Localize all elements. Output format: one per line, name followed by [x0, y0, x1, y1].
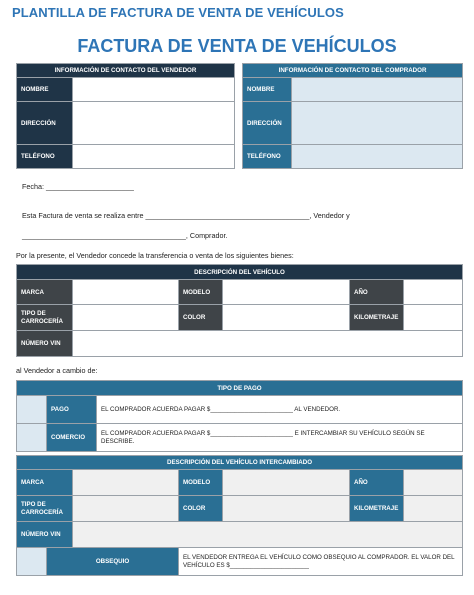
vehicle-year-field[interactable] — [404, 280, 463, 305]
sale-parties-line[interactable]: Esta Factura de venta se realiza entre _________________________________________, Vendedor y — [22, 211, 350, 220]
buyer-name-line[interactable]: _________________________________________, Comprador. — [22, 231, 228, 240]
vehicle-body-type-label: TIPO DE CARROCERÍA — [17, 305, 73, 331]
obsequio-checkbox[interactable] — [17, 548, 47, 576]
buyer-name-field[interactable] — [292, 78, 463, 102]
seller-name-field[interactable] — [73, 78, 235, 102]
trade-model-label: MODELO — [179, 470, 223, 496]
comercio-checkbox[interactable] — [17, 424, 47, 452]
seller-contact-header: INFORMACIÓN DE CONTACTO DEL VENDEDOR — [17, 64, 235, 78]
trade-vehicle-table — [16, 455, 463, 576]
payment-type-table — [16, 380, 463, 452]
date-line[interactable]: Fecha: ______________________ — [22, 182, 134, 191]
vehicle-vin-field[interactable] — [73, 331, 463, 357]
payment-type-header: TIPO DE PAGO — [17, 381, 463, 396]
seller-address-field[interactable] — [73, 102, 235, 145]
template-heading: PLANTILLA DE FACTURA DE VENTA DE VEHÍCULOS — [12, 5, 344, 20]
trade-vin-label: NÚMERO VIN — [17, 522, 73, 548]
vehicle-body-type-field[interactable] — [73, 305, 179, 331]
trade-make-field[interactable] — [73, 470, 179, 496]
vehicle-make-field[interactable] — [73, 280, 179, 305]
column-gap — [235, 102, 243, 145]
transfer-statement: Por la presente, el Vendedor concede la transferencia o venta de los siguientes bienes: — [16, 251, 294, 260]
trade-make-label: MARCA — [17, 470, 73, 496]
trade-mileage-label: KILOMETRAJE — [350, 496, 404, 522]
buyer-name-label: NOMBRE — [243, 78, 292, 102]
trade-year-label: AÑO — [350, 470, 404, 496]
trade-vin-field[interactable] — [73, 522, 463, 548]
seller-address-label: DIRECCIÓN — [17, 102, 73, 145]
column-gap — [235, 78, 243, 102]
comercio-terms: EL COMPRADOR ACUERDA PAGAR $________________________ E INTERCAMBIAR SU VEHÍCULO SEGÚN SE DESCRIBE. — [97, 424, 463, 452]
trade-vehicle-header: DESCRIPCIÓN DEL VEHÍCULO INTERCAMBIADO — [17, 456, 463, 470]
trade-model-field[interactable] — [223, 470, 350, 496]
pago-terms: EL COMPRADOR ACUERDA PAGAR $________________________ AL VENDEDOR. — [97, 396, 463, 424]
vehicle-description-table — [16, 264, 463, 357]
vehicle-vin-label: NÚMERO VIN — [17, 331, 73, 357]
buyer-address-field[interactable] — [292, 102, 463, 145]
pago-label: PAGO — [47, 396, 97, 424]
seller-name-label: NOMBRE — [17, 78, 73, 102]
buyer-address-label: DIRECCIÓN — [243, 102, 292, 145]
vehicle-color-label: COLOR — [179, 305, 223, 331]
buyer-phone-field[interactable] — [292, 145, 463, 169]
obsequio-terms: EL VENDEDOR ENTREGA EL VEHÍCULO COMO OBSEQUIO AL COMPRADOR. EL VALOR DEL VEHÍCULO ES $_______________________ — [179, 548, 463, 576]
trade-color-field[interactable] — [223, 496, 350, 522]
seller-phone-label: TELÉFONO — [17, 145, 73, 169]
contact-info-table — [16, 63, 463, 169]
column-gap — [235, 64, 243, 78]
buyer-phone-label: TELÉFONO — [243, 145, 292, 169]
trade-year-field[interactable] — [404, 470, 463, 496]
vehicle-year-label: AÑO — [350, 280, 404, 305]
pago-checkbox[interactable] — [17, 396, 47, 424]
vehicle-make-label: MARCA — [17, 280, 73, 305]
exchange-statement: al Vendedor a cambio de: — [16, 366, 98, 375]
column-gap — [235, 145, 243, 169]
vehicle-color-field[interactable] — [223, 305, 350, 331]
vehicle-model-label: MODELO — [179, 280, 223, 305]
vehicle-mileage-field[interactable] — [404, 305, 463, 331]
trade-color-label: COLOR — [179, 496, 223, 522]
trade-body-type-label: TIPO DE CARROCERÍA — [17, 496, 73, 522]
trade-body-type-field[interactable] — [73, 496, 179, 522]
trade-mileage-field[interactable] — [404, 496, 463, 522]
vehicle-mileage-label: KILOMETRAJE — [350, 305, 404, 331]
invoice-title: FACTURA DE VENTA DE VEHÍCULOS — [77, 36, 397, 56]
seller-phone-field[interactable] — [73, 145, 235, 169]
obsequio-label: OBSEQUIO — [47, 548, 179, 576]
vehicle-description-header: DESCRIPCIÓN DEL VEHÍCULO — [17, 265, 463, 280]
vehicle-model-field[interactable] — [223, 280, 350, 305]
comercio-label: COMERCIO — [47, 424, 97, 452]
buyer-contact-header: INFORMACIÓN DE CONTACTO DEL COMPRADOR — [243, 64, 463, 78]
